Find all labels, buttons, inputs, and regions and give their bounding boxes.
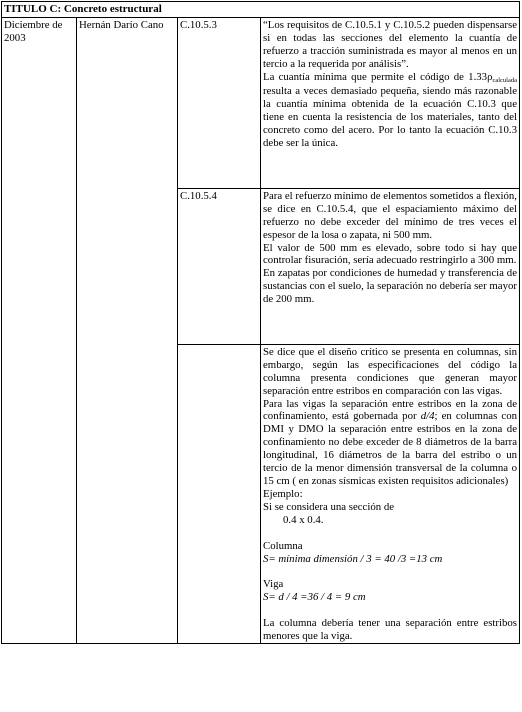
column-label: Columna <box>263 539 303 552</box>
review-table <box>1 1 520 644</box>
comment-paragraph: Se dice que el diseño crítico se presenta en columnas, sin embargo, según las especificaciones del código la columna presenta condiciones que generan mayor separación entre estribos en comparación con las vigas. <box>263 345 517 397</box>
conclusion: La columna debería tener una separación entre estribos menores que la viga. <box>263 617 517 643</box>
rho-subscript: calculada <box>492 76 517 84</box>
section-title: TITULO C: Concreto estructural <box>2 2 520 18</box>
spacer <box>263 604 517 617</box>
comment-paragraph <box>263 71 517 150</box>
comment-cell <box>261 344 520 643</box>
spacer <box>263 527 517 540</box>
comment-paragraph: En zapatas por condiciones de humedad y transferencia de sustancias con el suelo, la separación no debería ser mayor de 200 mm. <box>263 267 517 306</box>
beam-formula: S= d / 4 =36 / 4 = 9 cm <box>263 591 366 604</box>
spacer <box>263 565 517 578</box>
ref: C.10.5.3 <box>180 18 217 31</box>
ref: C.10.5.4 <box>180 189 217 202</box>
example-text: Si se considera una sección de <box>263 500 395 513</box>
beam-label: Viga <box>263 578 284 591</box>
column-formula: S= mínima dimensión / 3 = 40 /3 =13 cm <box>263 552 443 565</box>
comment-paragraph: El valor de 500 mm es elevado, sobre todo si hay que controlar fisuración, sería adecuado restringirlo a 300 mm. <box>263 241 517 267</box>
comment-text: La cuantía mínima que permite el código de 1.33 <box>263 70 488 83</box>
comment-cell <box>261 17 520 188</box>
date-cell <box>2 17 77 643</box>
comment-text: Para las vigas la separación entre estribos en la zona de confinamiento, está gobernada por <box>263 397 517 423</box>
example-label: Ejemplo: <box>263 487 303 500</box>
date: Diciembre de 2003 <box>4 18 63 44</box>
example-section: 0.4 x 0.4. <box>283 513 324 526</box>
ref-cell <box>178 188 261 344</box>
comment-paragraph <box>263 398 517 488</box>
rho-symbol: ρ <box>487 70 493 83</box>
author-cell <box>77 17 178 643</box>
ref-cell <box>178 17 261 188</box>
comment-text: resulta a veces demasiado pequeña, siendo más razonable la cuantía mínima obtenida de la ecuación C.10.3 que tiene en cuenta la resistencia de los materiales, tanto del concreto como del acero. Por lo tanto la ecuación C.10.3 debe ser la única. <box>263 85 517 150</box>
comment-paragraph: Para el refuerzo mínimo de elementos sometidos a flexión, se dice en C.10.5.4, que el espaciamiento máximo del refuerzo no debe exceder del mínimo de tres veces el espesor de la losa o zapata, ni 500 mm. <box>263 189 517 241</box>
comment-italic: d/4 <box>420 410 435 423</box>
comment-paragraph: “Los requisitos de C.10.5.1 y C.10.5.2 pueden dispensarse si en todas las secciones del elemento la cuantía de refuerzo a tracción suministrada es mayor al menos en un tercio a la requerida por análisis”. <box>263 18 517 70</box>
ref-cell <box>178 344 261 643</box>
title-row <box>2 2 520 18</box>
comment-text: ; en columnas con DMI y DMO la separación entre estribos en la zona de confinamiento no debe exceder de 8 diámetros de la barra longitudinal, 16 diámetros de la barra del estribo o un tercio de la menor dimensión transversal de la columna o 15 cm ( en zonas sísmicas existen requisitos adicionales) <box>263 410 517 487</box>
comment-cell <box>261 188 520 344</box>
author: Hernán Darío Cano <box>79 18 164 31</box>
table-row <box>2 17 520 188</box>
